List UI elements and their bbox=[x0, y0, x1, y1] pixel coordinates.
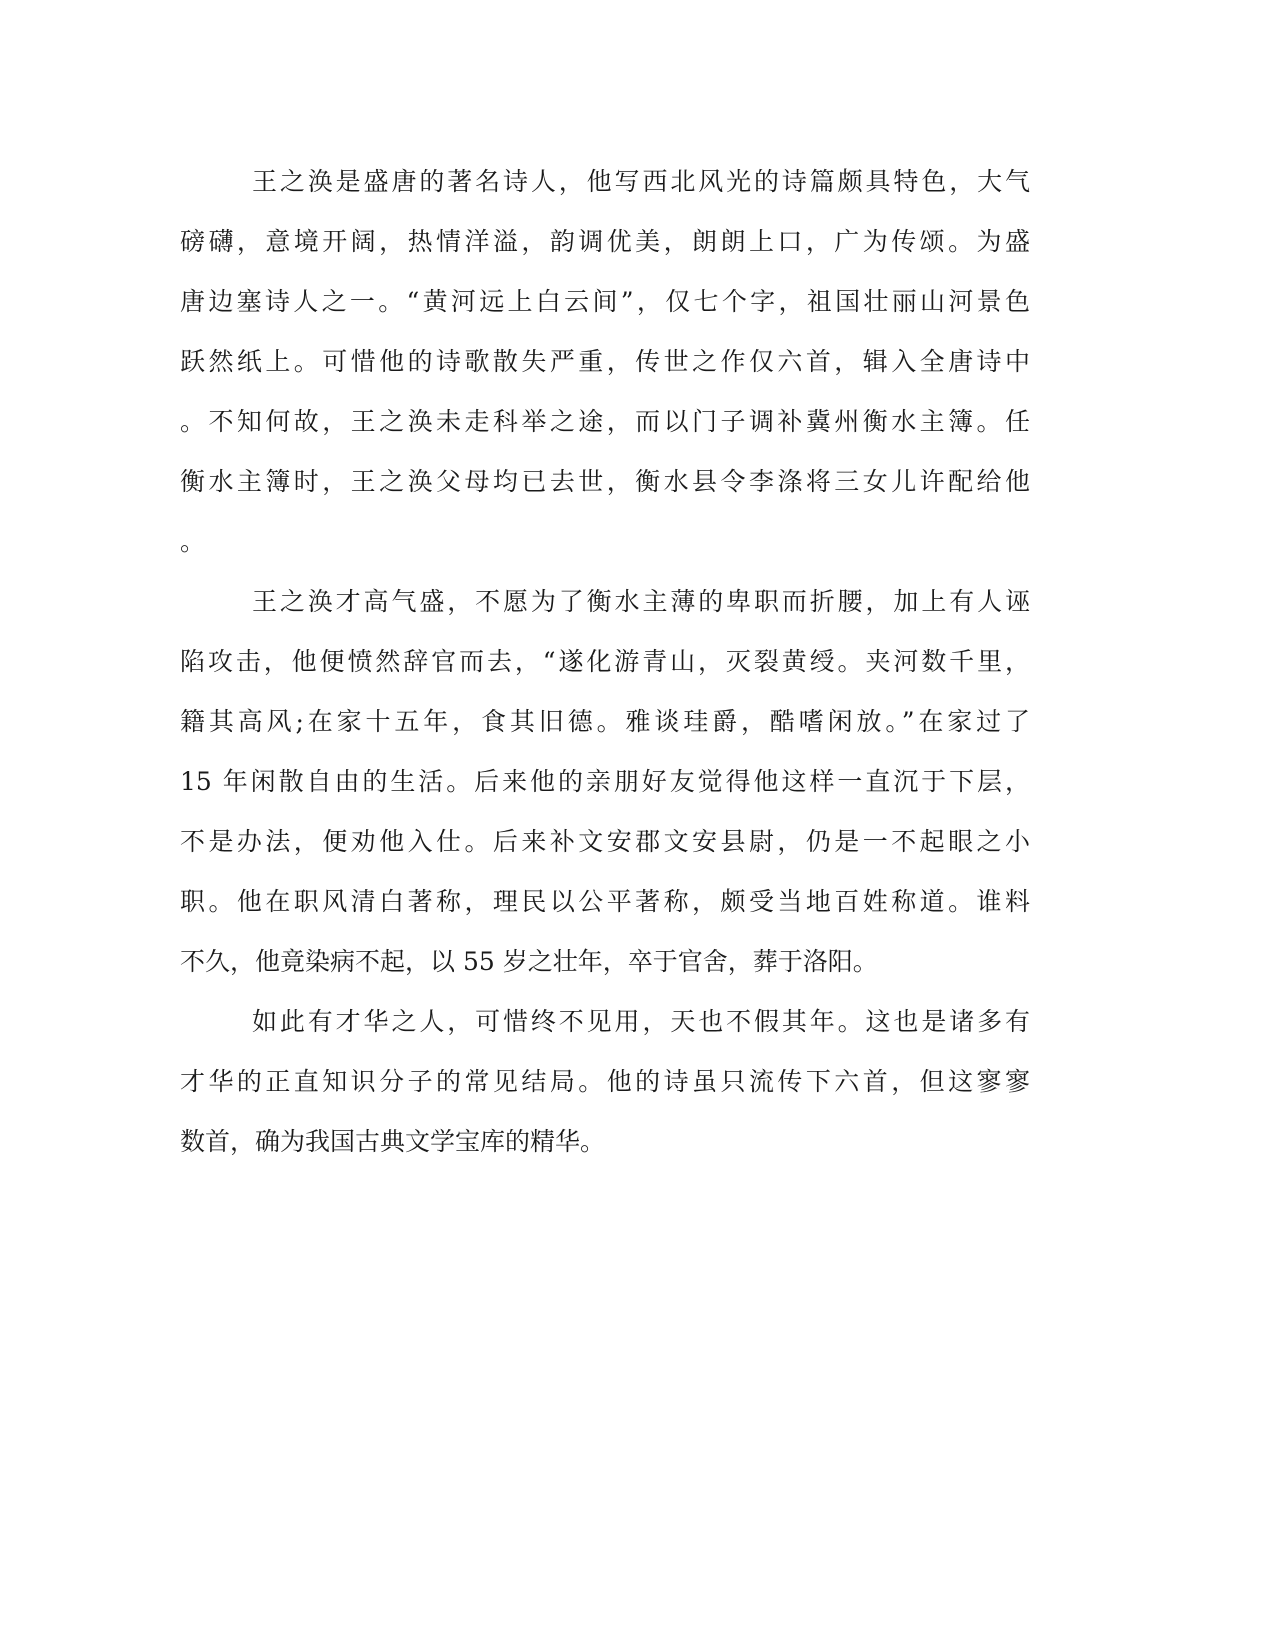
paragraph-2-line-5: 不是办法，便劝他入仕。后来补文安郡文安县尉，仍是一不起眼之小 bbox=[180, 827, 1030, 856]
paragraph-2-line-6: 职。他在职风清白著称，理民以公平著称，颇受当地百姓称道。谁料 bbox=[180, 887, 1030, 916]
paragraph-1-line-2: 磅礴，意境开阔，热情洋溢，韵调优美，朗朗上口，广为传颂。为盛 bbox=[180, 227, 1030, 256]
paragraph-2-line-1: 王之涣才高气盛，不愿为了衡水主薄的卑职而折腰，加上有人诬 bbox=[252, 587, 1030, 616]
paragraph-1-line-4: 跃然纸上。可惜他的诗歌散失严重，传世之作仅六首，辑入全唐诗中 bbox=[180, 347, 1030, 376]
paragraph-2-line-4: 15 年闲散自由的生活。后来他的亲朋好友觉得他这样一直沉于下层， bbox=[180, 767, 1030, 796]
paragraph-1-line-5: 。不知何故，王之涣未走科举之途，而以门子调补冀州衡水主簿。任 bbox=[180, 407, 1030, 436]
paragraph-2-line-3: 籍其高风;在家十五年，食其旧德。雅谈珪爵，酷嗜闲放。”在家过了 bbox=[180, 707, 1030, 736]
paragraph-2-line-7: 不久，他竟染病不起，以 55 岁之壮年，卒于官舍，葬于洛阳。 bbox=[180, 947, 878, 976]
paragraph-3-line-2: 才华的正直知识分子的常见结局。他的诗虽只流传下六首，但这寥寥 bbox=[180, 1067, 1030, 1096]
paragraph-3-line-1: 如此有才华之人，可惜终不见用，天也不假其年。这也是诸多有 bbox=[252, 1007, 1030, 1036]
paragraph-1-line-7: 。 bbox=[180, 527, 206, 556]
paragraph-3-line-3: 数首，确为我国古典文学宝库的精华。 bbox=[180, 1127, 606, 1156]
paragraph-2-line-2: 陷攻击，他便愤然辞官而去，“遂化游青山，灭裂黄绶。夹河数千里， bbox=[180, 647, 1030, 676]
paragraph-1-line-3: 唐边塞诗人之一。“黄河远上白云间”，仅七个字，祖国壮丽山河景色 bbox=[180, 287, 1030, 316]
document-body bbox=[180, 152, 1030, 1172]
paragraph-1-line-1: 王之涣是盛唐的著名诗人，他写西北风光的诗篇颇具特色，大气 bbox=[252, 167, 1030, 196]
paragraph-1-line-6: 衡水主簿时，王之涣父母均已去世，衡水县令李涤将三女儿许配给他 bbox=[180, 467, 1030, 496]
